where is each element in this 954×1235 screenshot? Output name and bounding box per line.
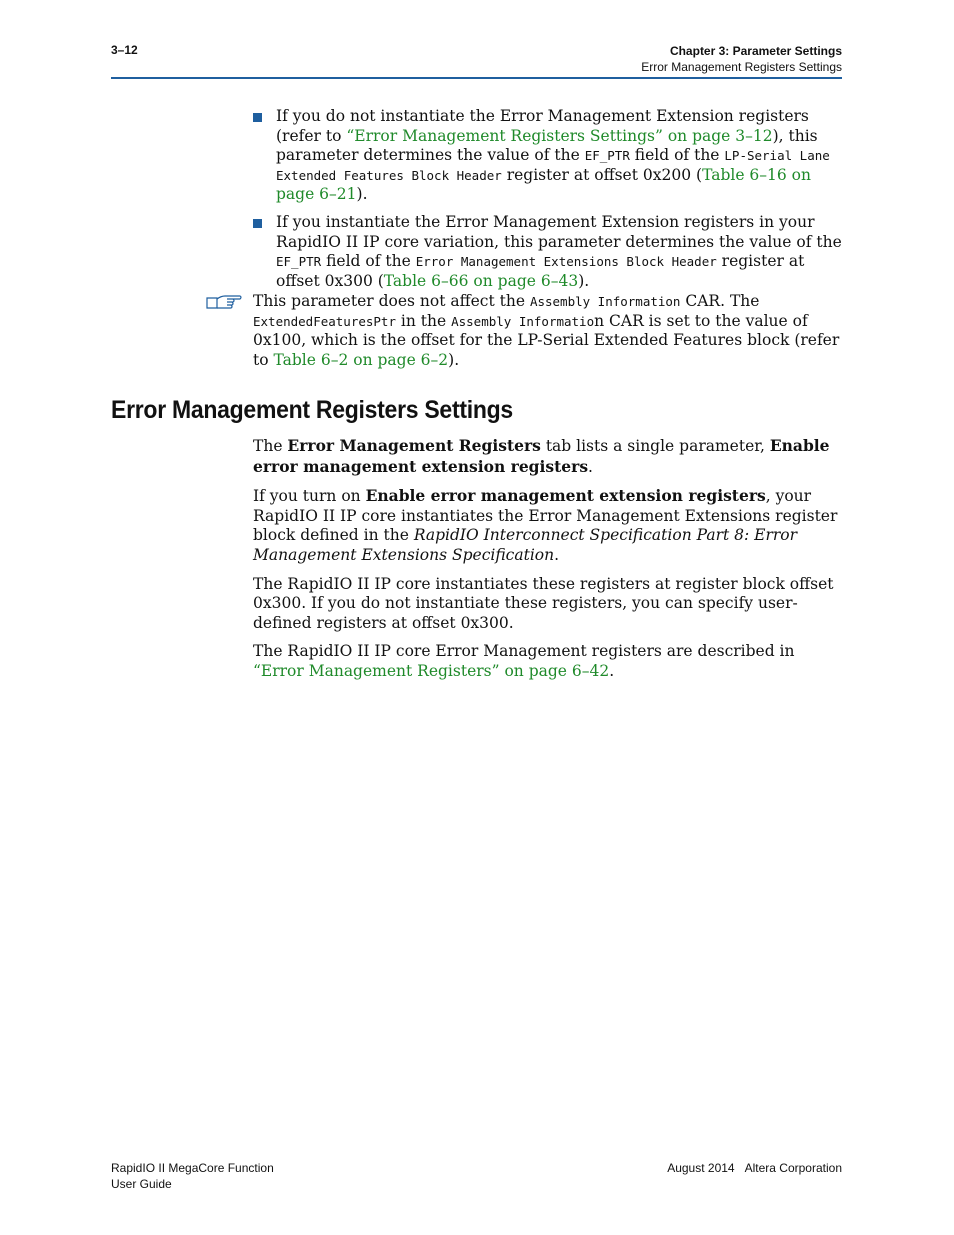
note-text	[253, 292, 843, 370]
text: .	[554, 545, 560, 564]
xref-link[interactable]: Table 6–16 on page 6–21	[276, 165, 811, 204]
bullet-list	[253, 107, 843, 299]
bullet-square-icon	[253, 219, 262, 228]
ui-term: Enable error management extension registers	[365, 486, 766, 506]
text: ).	[448, 350, 460, 369]
text: tab lists a single parameter,	[540, 437, 770, 455]
code: LP-Serial Lane Extended Features Block Header	[276, 148, 830, 183]
text: This parameter does not affect the	[253, 292, 530, 310]
footer-company: Altera Corporation	[744, 1161, 842, 1175]
text: ).	[356, 185, 368, 204]
section-title: Error Management Registers Settings	[641, 60, 842, 74]
text: n CAR is set to the value of 0x100, which is the offset for the LP-Serial Extended Features block (refer to	[253, 311, 840, 369]
pointing-hand-icon	[205, 292, 243, 310]
text: ).	[578, 271, 590, 290]
footer-right	[667, 1160, 842, 1176]
bullet-square-icon	[253, 113, 262, 122]
footer-left	[111, 1160, 274, 1192]
xref-link[interactable]: Table 6–2 on page 6–2	[273, 350, 449, 369]
text: in the	[396, 311, 452, 330]
code: Assembly Informatio	[451, 313, 595, 329]
spec-title: RapidIO Interconnect Specification Part 8: Error Management Extensions Specification	[253, 526, 798, 564]
running-header	[641, 43, 842, 75]
text: CAR. The	[680, 292, 760, 310]
paragraph	[253, 575, 843, 634]
text: field of the	[321, 252, 416, 271]
text: The RapidIO II IP core instantiates these registers at register block offset 0x300. If you do not instantiate these registers, you can specify user-defined registers at offset 0x300.	[253, 574, 834, 632]
footer-date: August 2014	[667, 1161, 735, 1175]
list-item	[253, 213, 843, 291]
text: field of the	[629, 146, 725, 165]
xref-link[interactable]: “Error Management Registers Settings” on page 3–12	[346, 126, 773, 145]
text: .	[609, 661, 615, 680]
text: The RapidIO II IP core Error Management registers are described in	[253, 642, 795, 661]
text: ), this parameter determines the value of the	[276, 126, 818, 165]
paragraph	[253, 436, 843, 477]
text: register at offset 0x300 (	[276, 252, 805, 290]
xref-link[interactable]: “Error Management Registers” on page 6–42	[253, 661, 610, 680]
code: Assembly Information	[529, 294, 681, 309]
ui-term: Enable error management extension registers	[253, 436, 830, 476]
text: If you instantiate the Error Management Extension registers in your RapidIO II IP core variation, this parameter determines the value of the	[276, 212, 842, 251]
header-rule	[111, 77, 842, 79]
page-number: 3–12	[111, 43, 138, 57]
paragraph	[253, 486, 843, 565]
text: The	[253, 437, 288, 455]
text: , your RapidIO II IP core instantiates the Error Management Extensions register block defined in the	[253, 487, 838, 545]
text: If you turn on	[253, 487, 366, 506]
section-heading: Error Management Registers Settings	[111, 396, 513, 424]
list-item	[253, 107, 843, 205]
xref-link[interactable]: Table 6–66 on page 6–43	[383, 271, 579, 290]
text: If you do not instantiate the Error Management Extension registers (refer to	[276, 107, 809, 145]
code: Error Management Extensions Block Header	[415, 254, 717, 270]
code: EF_PTR	[584, 148, 630, 164]
code: ExtendedFeaturesPtr	[253, 313, 396, 329]
footer-product: RapidIO II MegaCore Function	[111, 1161, 274, 1175]
chapter-title: Chapter 3: Parameter Settings	[669, 44, 842, 58]
footer-doc-type: User Guide	[111, 1177, 172, 1191]
body-text	[253, 436, 843, 691]
ui-term: Error Management Registers	[287, 436, 541, 455]
code: EF_PTR	[276, 254, 322, 270]
text: .	[588, 457, 593, 476]
text: register at offset 0x200 (	[501, 165, 703, 184]
paragraph	[253, 642, 843, 681]
